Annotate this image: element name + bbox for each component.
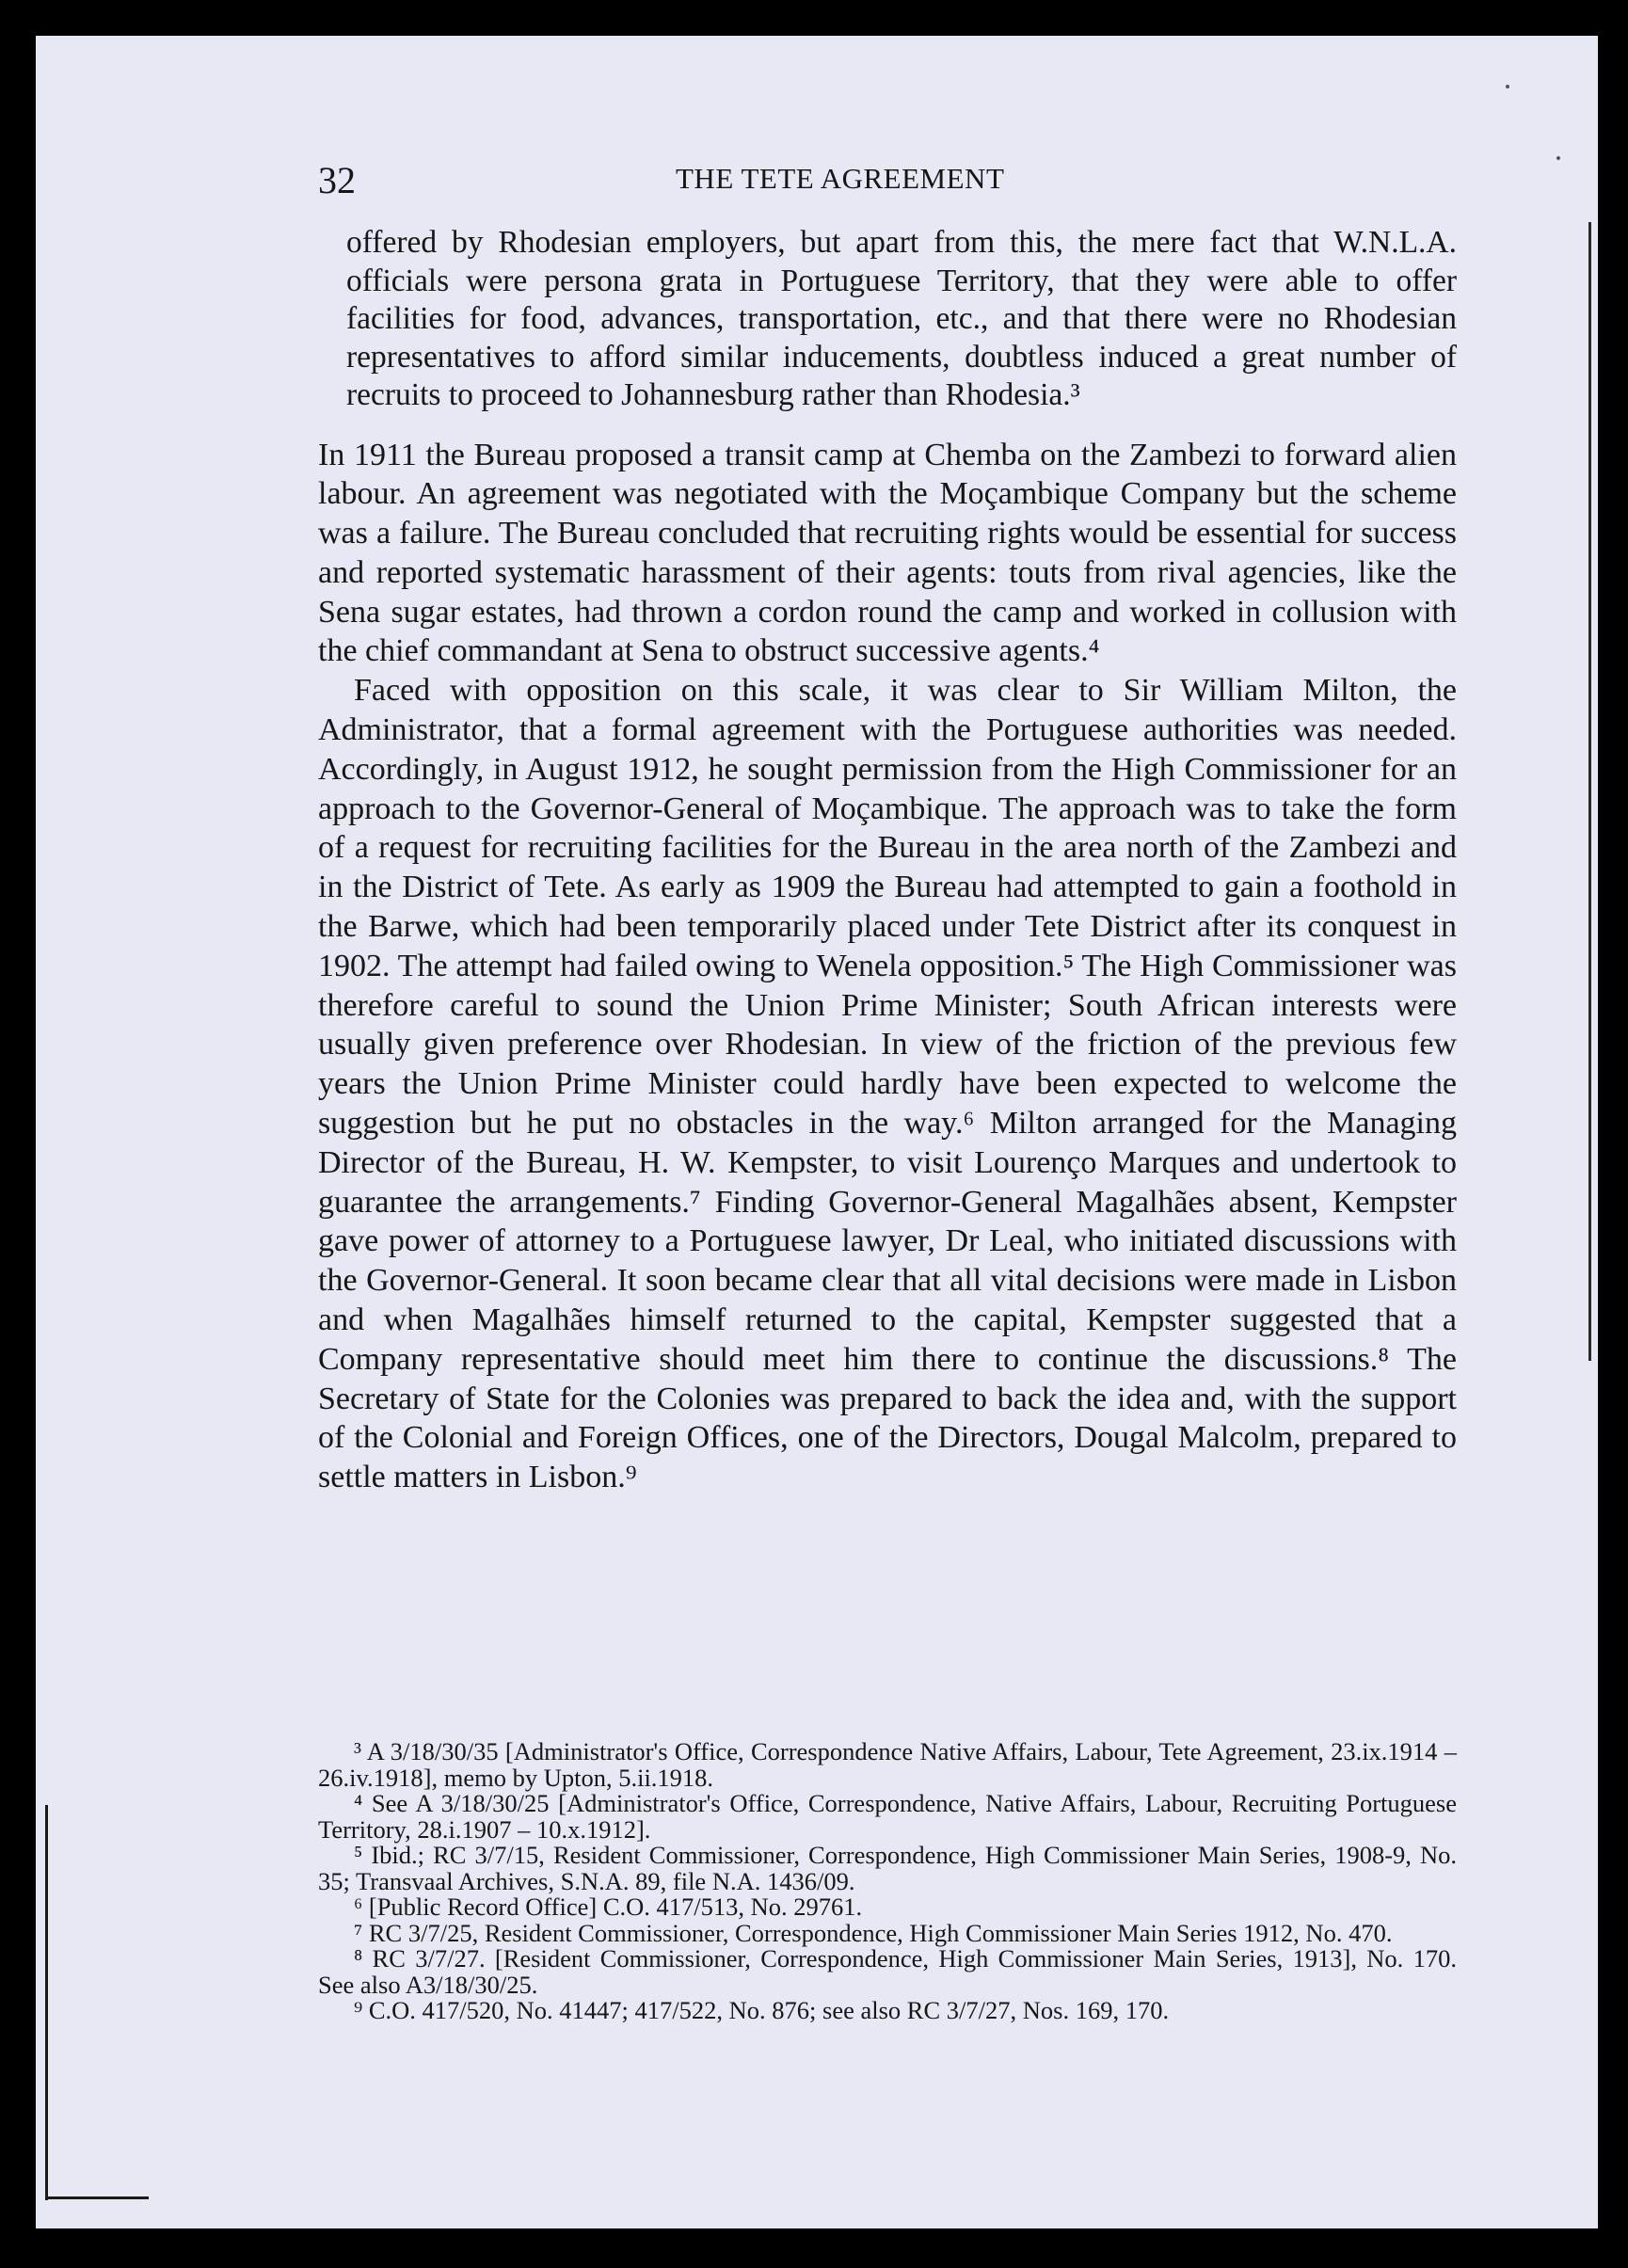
paragraph: In 1911 the Bureau proposed a transit camp at Chemba on the Zambezi to forward alien labour. An agreement was negotiated with the Moçambique Company but the scheme was a failure. The Bureau concluded that recruiting rights would be essential for success and reported systematic harassment of their agents: touts from rival agencies, like the Sena sugar estates, had thrown a cordon round the camp and worked in collusion with the chief commandant at Sena to obstruct successive agents.⁴ — [318, 437, 1457, 669]
running-title: THE TETE AGREEMENT — [676, 162, 1005, 195]
scanned-page — [36, 36, 1598, 2228]
footnotes — [318, 1739, 1457, 2024]
bottom-margin-rule — [45, 2196, 149, 2199]
scan-speck — [1506, 85, 1509, 88]
footnote: ⁹ C.O. 417/520, No. 41447; 417/522, No. 876; see also RC 3/7/27, Nos. 169, 170. — [354, 1996, 1170, 2024]
footnote: ⁵ Ibid.; RC 3/7/15, Resident Commissioner, Correspondence, High Commissioner Main Series, 1908-9, No. 35; Transvaal Archives, S.N.A. 89, file N.A. 1436/09. — [318, 1841, 1457, 1895]
footnote: ⁶ [Public Record Office] C.O. 417/513, No. 29761. — [354, 1893, 863, 1921]
page-header — [318, 158, 1457, 215]
footnote: ³ A 3/18/30/35 [Administrator's Office, Correspondence Native Affairs, Labour, Tete Agreement, 23.ix.1914 – 26.iv.1918], memo by Upton, 5.ii.1918. — [318, 1737, 1457, 1792]
paragraph: Faced with opposition on this scale, it was clear to Sir William Milton, the Administrator, that a formal agreement with the Portuguese authorities was needed. Accordingly, in August 1912, he sought permission from the High Commissioner for an approach to the Governor-General of Moçambique. The approach was to take the form of a request for recruiting facilities for the Bureau in the area north of the Zambezi and in the District of Tete. As early as 1909 the Bureau had attempted to gain a foothold in the Barwe, which had been temporarily placed under Tete District after its conquest in 1902. The attempt had failed owing to Wenela opposition.⁵ The High Commissioner was therefore careful to sound the Union Prime Minister; South African interests were usually given preference over Rhodesian. In view of the friction of the previous few years the Union Prime Minister could hardly have been expected to welcome the suggestion but he put no obstacles in the way.⁶ Milton arranged for the Managing Director of the Bureau, H. W. Kempster, to visit Lourenço Marques and undertook to guarantee the arrangements.⁷ Finding Governor-General Magalhães absent, Kempster gave power of attorney to a Portuguese lawyer, Dr Leal, who initiated discussions with the Governor-General. It soon became clear that all vital decisions were made in Lisbon and when Magalhães himself returned to the capital, Kempster suggested that a Company representative should meet him there to continue the discussions.⁸ The Secretary of State for the Colonies was prepared to back the idea and, with the support of the Colonial and Foreign Offices, one of the Directors, Dougal Malcolm, prepared to settle matters in Lisbon.⁹ — [318, 673, 1457, 1495]
scan-speck — [1556, 156, 1560, 160]
body-text — [318, 224, 1457, 1497]
left-margin-rule — [45, 1805, 48, 2200]
footnote: ⁷ RC 3/7/25, Resident Commissioner, Correspondence, High Commissioner Main Series 1912, No. 470. — [354, 1918, 1393, 1947]
right-margin-rule — [1588, 222, 1591, 1361]
page-number: 32 — [318, 159, 356, 201]
block-quote: offered by Rhodesian employers, but apart from this, the mere fact that W.N.L.A. officials were persona grata in Portuguese Territory, that they were able to offer facilities for food, advances, transportation, etc., and that there were no Rhodesian representatives to afford similar inducements, doubtless induced a great number of recruits to proceed to Johannesburg rather than Rhodesia.³ — [346, 225, 1457, 412]
footnote: ⁸ RC 3/7/27. [Resident Commissioner, Correspondence, High Commissioner Main Series, 1913], No. 170. See also A3/18/30/25. — [318, 1944, 1457, 1999]
footnote: ⁴ See A 3/18/30/25 [Administrator's Office, Correspondence, Native Affairs, Labour, Recruiting Portuguese Territory, 28.i.1907 – 10.x.1912]. — [318, 1789, 1457, 1844]
